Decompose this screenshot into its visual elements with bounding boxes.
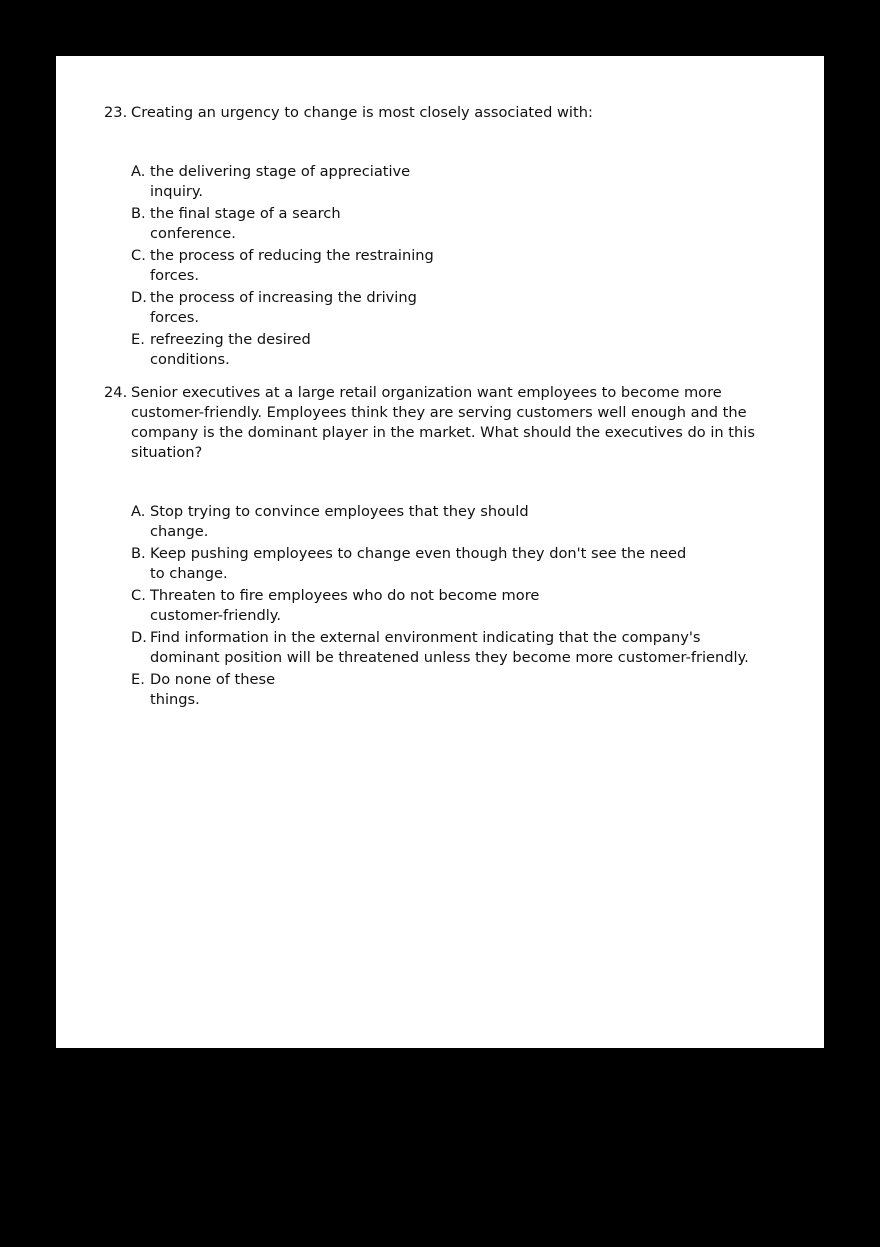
question-23-options [131,162,434,372]
option-d: D. Find information in the external environment indicating that the company's dominant position will be threatened unless they become more customer-friendly. [131,629,749,666]
option-b: B. the final stage of a search conference. [131,205,341,242]
question-text: Creating an urgency to change is most closely associated with: [131,104,593,121]
option-c: C. the process of reducing the restraining forces. [131,247,434,284]
option-b: B. Keep pushing employees to change even though they don't see the need to change. [131,545,687,582]
document-page [56,56,824,1048]
question-number: 24. [104,384,128,401]
question-number: 23. [104,104,128,121]
option-a: A. the delivering stage of appreciative inquiry. [131,163,411,200]
option-e: E. refreezing the desired conditions. [131,331,311,368]
option-e: E. Do none of these things. [131,671,276,708]
question-text: Senior executives at a large retail organization want employees to become more customer-friendly. Employees think they are serving customers well enough and the company is the dominant player in the market. What should the executives do in this situation? [131,384,755,461]
option-a: A. Stop trying to convince employees that they should change. [131,503,529,540]
option-c: C. Threaten to fire employees who do not become more customer-friendly. [131,587,540,624]
question-24-options [131,502,749,712]
option-d: D. the process of increasing the driving forces. [131,289,417,326]
